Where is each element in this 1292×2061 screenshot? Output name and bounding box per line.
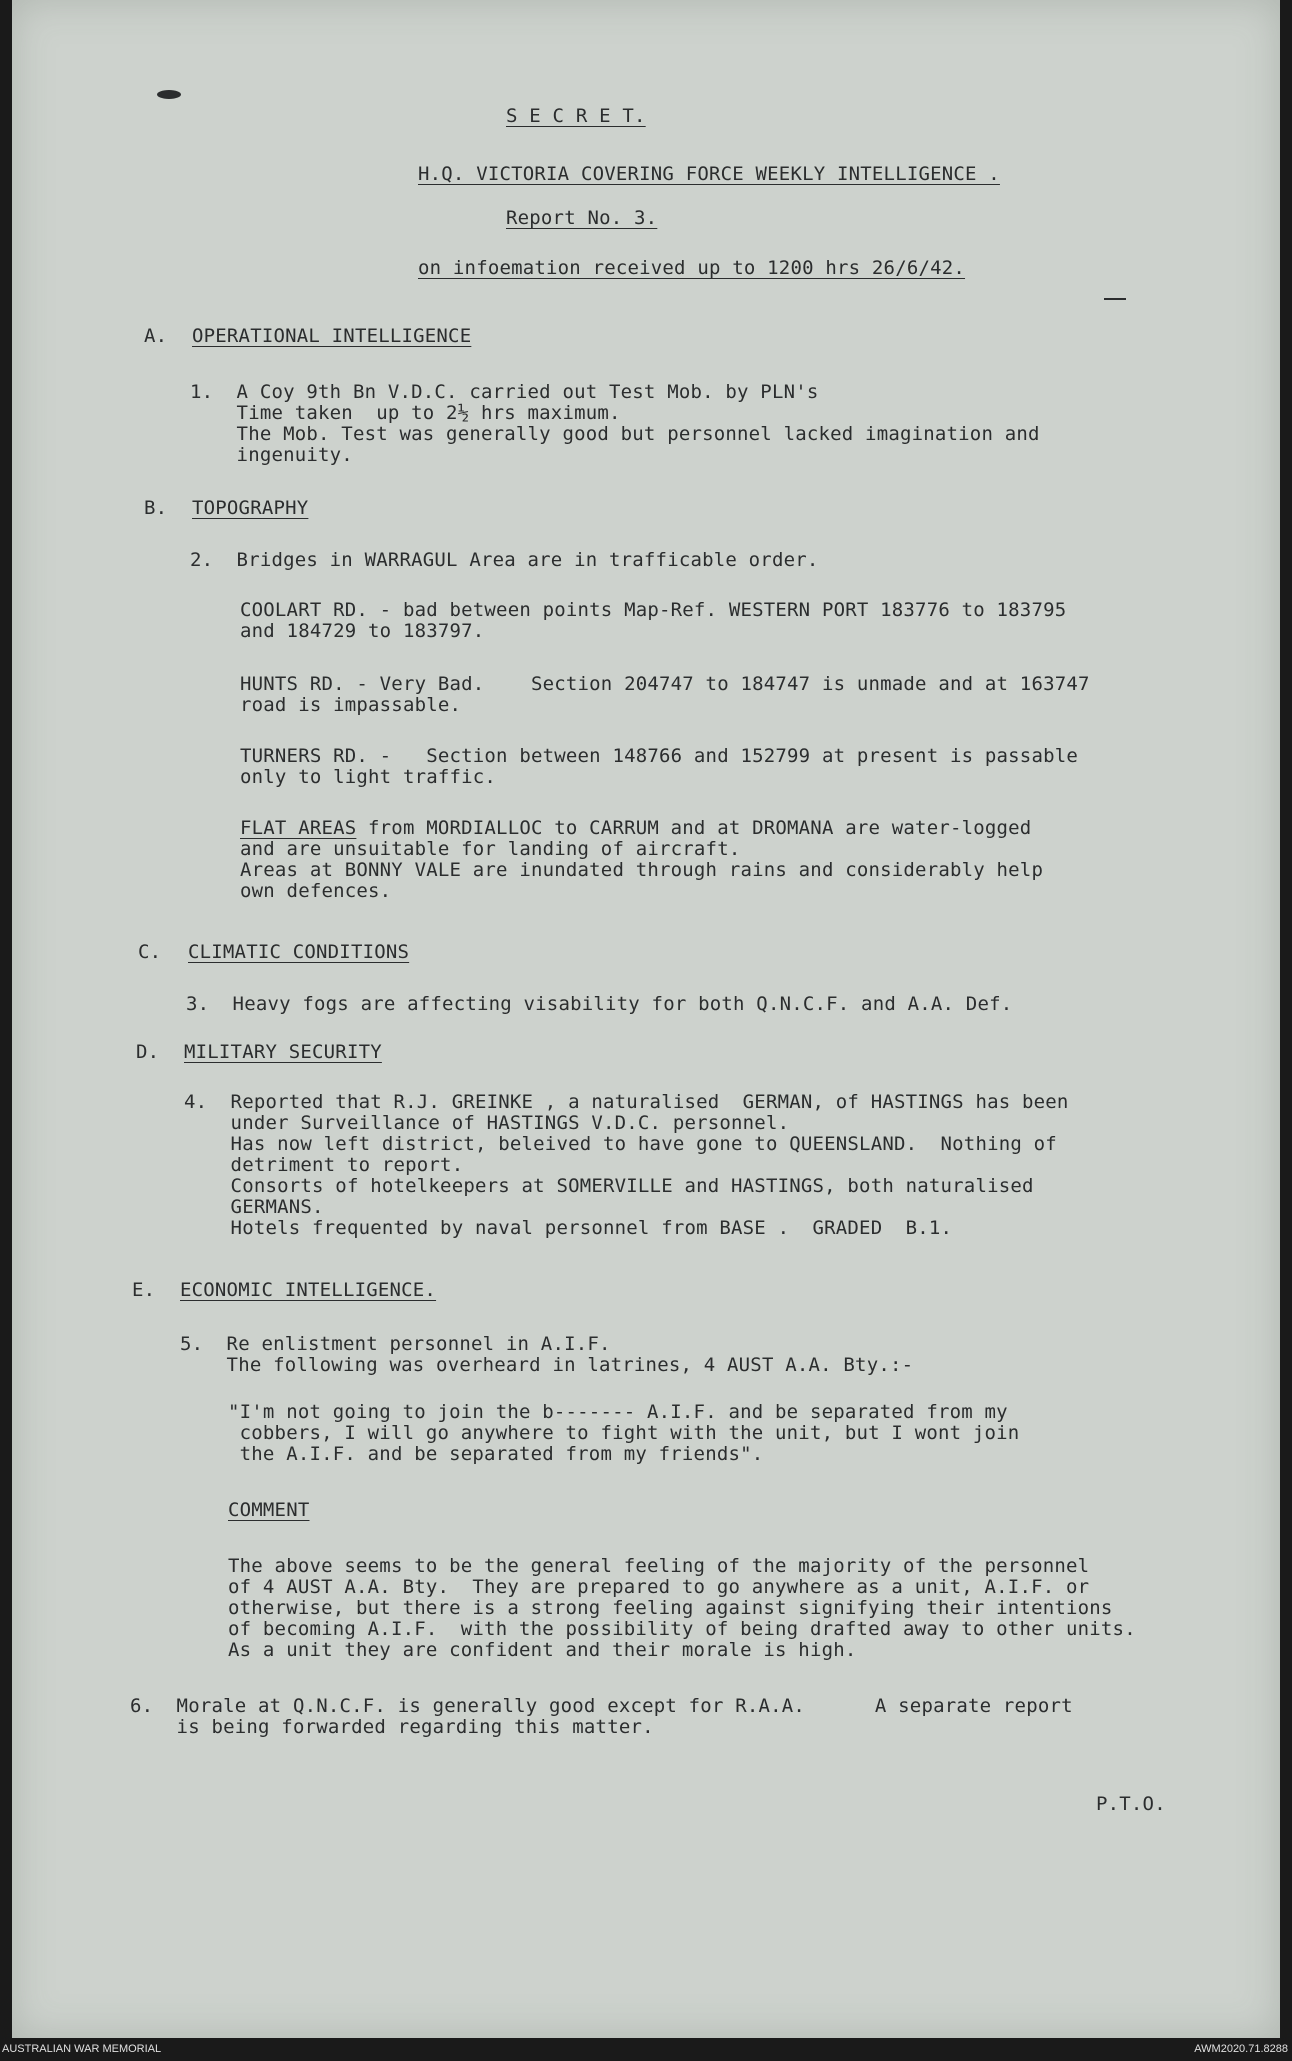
section-a-line: ingenuity. (190, 444, 353, 466)
section-a-line: The Mob. Test was generally good but personnel lacked imagination and (190, 423, 1040, 445)
section-b-line: and 184729 to 183797. (240, 620, 485, 642)
flat-areas-label: FLAT AREAS (240, 817, 357, 839)
section-b-line: road is impassable. (240, 694, 462, 716)
section-b-line: and are unsuitable for landing of aircraft. (240, 838, 741, 860)
section-letter-a: A. (144, 325, 168, 347)
section-e-line: of 4 AUST A.A. Bty. They are prepared to go anywhere as a unit, A.I.F. or (228, 1576, 1090, 1598)
section-heading-d: MILITARY SECURITY (184, 1041, 382, 1063)
flat-areas-text: from MORDIALLOC to CARRUM and at DROMANA are water-logged (356, 817, 1032, 839)
item-six-line: 6. Morale at Q.N.C.F. is generally good except for R.A.A. A separate report (130, 1695, 1073, 1717)
section-e-line: "I'm not going to join the b------- A.I.F. and be separated from my (228, 1401, 1008, 1423)
section-d-line: Consorts of hotelkeepers at SOMERVILLE and HASTINGS, both naturalised (184, 1175, 1034, 1197)
section-a-line: 1. A Coy 9th Bn V.D.C. carried out Test Mob. by PLN's (190, 381, 819, 403)
section-e-line: The following was overheard in latrines, 4 AUST A.A. Bty.:- (180, 1354, 914, 1376)
report-number: Report No. 3. (506, 207, 658, 229)
section-letter-c: C. (138, 941, 162, 963)
footer-institution: AUSTRALIAN WAR MEMORIAL (2, 2043, 162, 2055)
section-d-line: under Surveillance of HASTINGS V.D.C. personnel. (184, 1112, 790, 1134)
please-turn-over: P.T.O. (1096, 1793, 1166, 1815)
section-b-line: TURNERS RD. - Section between 148766 and 152799 at present is passable (240, 745, 1079, 767)
section-b-line: Areas at BONNY VALE are inundated through rains and considerably help (240, 859, 1044, 881)
section-e-line: 5. Re enlistment personnel in A.I.F. (180, 1333, 611, 1355)
section-b-line: 2. Bridges in WARRAGUL Area are in trafficable order. (190, 549, 819, 571)
section-letter-b: B. (144, 497, 168, 519)
section-e-line: otherwise, but there is a strong feeling against signifying their intentions (228, 1597, 1113, 1619)
information-date: on infoemation received up to 1200 hrs 26/6/42. (418, 257, 966, 279)
section-e-line: cobbers, I will go anywhere to fight with the unit, but I wont join (228, 1422, 1020, 1444)
section-a-line: Time taken up to 2½ hrs maximum. (190, 402, 621, 424)
report-title: H.Q. VICTORIA COVERING FORCE WEEKLY INTELLIGENCE . (418, 163, 1000, 185)
section-letter-e: E. (132, 1279, 156, 1301)
section-b-line (240, 818, 1031, 839)
footer-accession-number: AWM2020.71.8288 (1194, 2043, 1288, 2055)
comment-heading: COMMENT (228, 1499, 310, 1521)
secret-heading: S E C R E T. (506, 105, 646, 127)
section-e-line: As a unit they are confident and their morale is high. (228, 1639, 857, 1661)
section-d-line: 4. Reported that R.J. GREINKE , a naturalised GERMAN, of HASTINGS has been (184, 1091, 1069, 1113)
ink-tick (1104, 298, 1126, 300)
section-heading-b: TOPOGRAPHY (192, 497, 309, 519)
section-e-line: of becoming A.I.F. with the possibility of being drafted away to other units. (228, 1618, 1136, 1640)
section-heading-c: CLIMATIC CONDITIONS (188, 941, 410, 963)
section-b-line: own defences. (240, 880, 392, 902)
section-letter-d: D. (136, 1041, 160, 1063)
section-d-line: GERMANS. (184, 1196, 324, 1218)
ink-mark (157, 90, 181, 99)
section-heading-e: ECONOMIC INTELLIGENCE. (180, 1279, 437, 1301)
document-page (12, 0, 1280, 2038)
item-six-line: is being forwarded regarding this matter. (130, 1716, 654, 1738)
section-b-line: COOLART RD. - bad between points Map-Ref. WESTERN PORT 183776 to 183795 (240, 599, 1067, 621)
section-heading-a: OPERATIONAL INTELLIGENCE (192, 325, 472, 347)
section-e-line: the A.I.F. and be separated from my friends". (228, 1443, 764, 1465)
section-d-line: Hotels frequented by naval personnel from BASE . GRADED B.1. (184, 1217, 953, 1239)
section-d-line: Has now left district, beleived to have gone to QUEENSLAND. Nothing of (184, 1133, 1057, 1155)
section-d-line: detriment to report. (184, 1154, 464, 1176)
section-b-line: HUNTS RD. - Very Bad. Section 204747 to 184747 is unmade and at 163747 (240, 673, 1090, 695)
section-b-line: only to light traffic. (240, 766, 497, 788)
section-e-line: The above seems to be the general feeling of the majority of the personnel (228, 1555, 1090, 1577)
section-c-line: 3. Heavy fogs are affecting visability for both Q.N.C.F. and A.A. Def. (186, 993, 1013, 1015)
